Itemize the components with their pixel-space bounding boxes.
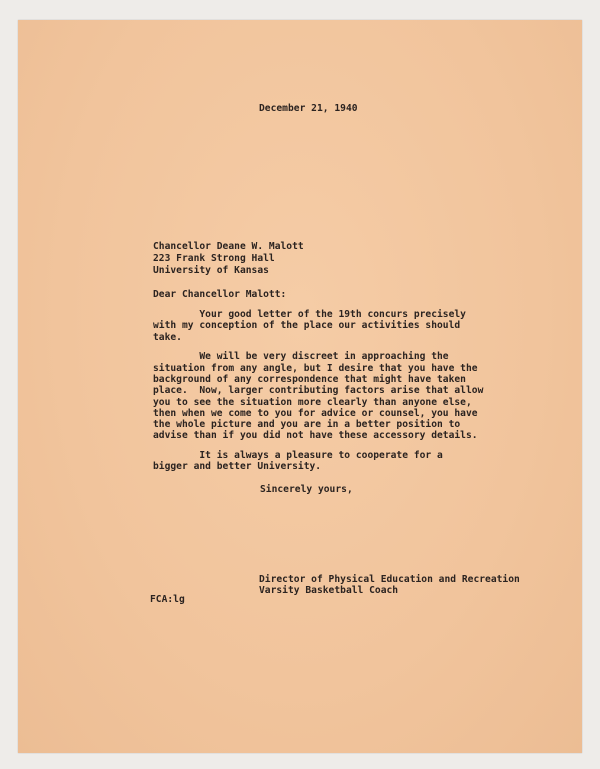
paragraph-line: advise than if you did not have these accessory details. bbox=[153, 430, 478, 441]
paragraph-line: bigger and better University. bbox=[153, 461, 322, 472]
letter-page bbox=[18, 20, 582, 753]
closing: Sincerely yours, bbox=[260, 484, 353, 495]
address-line: University of Kansas bbox=[153, 265, 269, 276]
paragraph-line: place. Now, larger contributing factors arise that allow bbox=[153, 385, 484, 396]
paragraph-line: Your good letter of the 19th concurs precisely bbox=[153, 309, 466, 320]
signature-title: Director of Physical Education and Recreation bbox=[259, 574, 520, 585]
reference-initials: FCA:lg bbox=[150, 594, 185, 605]
paragraph-line: We will be very discreet in approaching the bbox=[153, 351, 449, 362]
paragraph-line: with my conception of the place our activities should bbox=[153, 320, 461, 331]
paragraph-line: background of any correspondence that might have taken bbox=[153, 374, 466, 385]
paragraph-line: then when we come to you for advice or counsel, you have bbox=[153, 408, 478, 419]
salutation: Dear Chancellor Malott: bbox=[153, 289, 287, 300]
address-line: 223 Frank Strong Hall bbox=[153, 253, 275, 264]
paragraph-line: you to see the situation more clearly than anyone else, bbox=[153, 397, 472, 408]
paragraph-line: the whole picture and you are in a better position to bbox=[153, 419, 461, 430]
paragraph-line: situation from any angle, but I desire that you have the bbox=[153, 363, 478, 374]
paragraph-line: take. bbox=[153, 332, 182, 343]
address-line: Chancellor Deane W. Malott bbox=[153, 241, 304, 252]
signature-title: Varsity Basketball Coach bbox=[259, 585, 399, 596]
paragraph-line: It is always a pleasure to cooperate for a bbox=[153, 450, 443, 461]
letter-date: December 21, 1940 bbox=[259, 103, 358, 114]
